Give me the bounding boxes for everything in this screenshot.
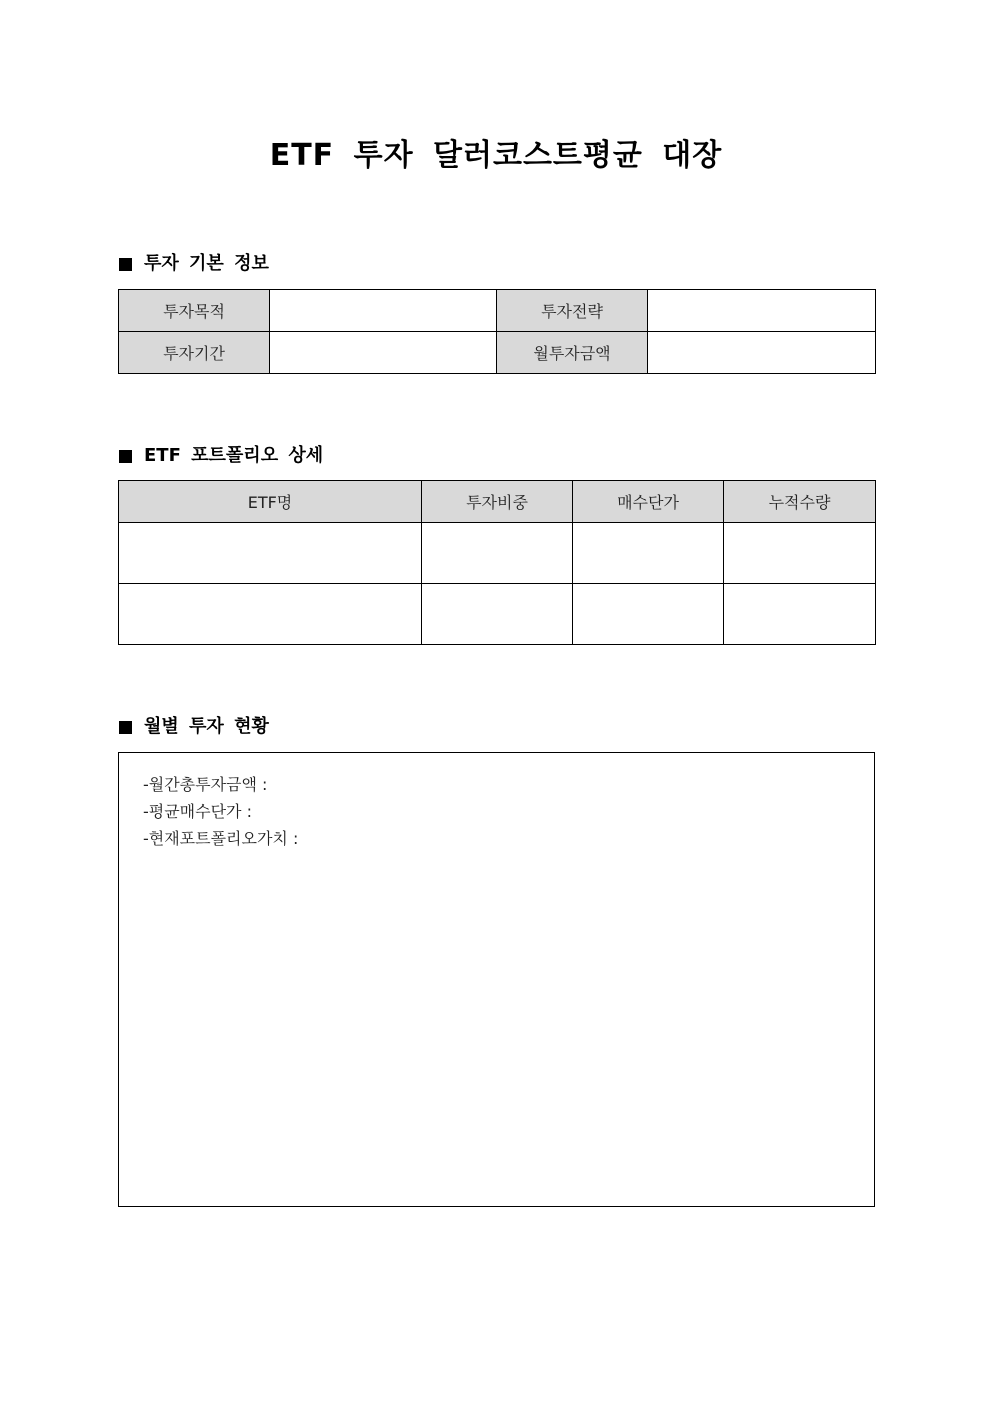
average-price-line: -평균매수단가 :: [143, 802, 252, 821]
table-row: [119, 332, 876, 374]
investment-period-field[interactable]: [270, 332, 497, 374]
table-header-row: [119, 481, 876, 523]
section-heading-monthly-label: 월별 투자 현황: [144, 716, 269, 737]
weight-cell[interactable]: [422, 523, 573, 584]
section-heading-monthly: [119, 715, 269, 739]
section-heading-portfolio: [119, 444, 323, 468]
column-header-purchase-price: 매수단가: [573, 481, 724, 523]
square-bullet-icon: [119, 721, 132, 734]
column-header-cumulative-quantity: 누적수량: [724, 481, 876, 523]
square-bullet-icon: [119, 258, 132, 271]
purchase-price-cell[interactable]: [573, 523, 724, 584]
etf-name-cell[interactable]: [119, 584, 422, 645]
column-header-etf-name: ETF명: [119, 481, 422, 523]
monthly-status-box[interactable]: [118, 752, 875, 1207]
column-header-weight: 투자비중: [422, 481, 573, 523]
monthly-total-line: -월간총투자금액 :: [143, 775, 268, 794]
table-row: [119, 584, 876, 645]
portfolio-value-line: -현재포트폴리오가치 :: [143, 829, 299, 848]
monthly-amount-field[interactable]: [648, 332, 876, 374]
table-row: [119, 290, 876, 332]
etf-name-cell[interactable]: [119, 523, 422, 584]
label-investment-period: 투자기간: [119, 332, 270, 374]
weight-cell[interactable]: [422, 584, 573, 645]
monthly-status-lines: [143, 771, 298, 852]
investment-strategy-field[interactable]: [648, 290, 876, 332]
section-heading-basic: [119, 252, 269, 276]
label-investment-strategy: 투자전략: [497, 290, 648, 332]
section-heading-basic-label: 투자 기본 정보: [144, 253, 269, 274]
label-investment-purpose: 투자목적: [119, 290, 270, 332]
label-monthly-amount: 월투자금액: [497, 332, 648, 374]
section-heading-portfolio-label: ETF 포트폴리오 상세: [144, 445, 324, 466]
investment-purpose-field[interactable]: [270, 290, 497, 332]
purchase-price-cell[interactable]: [573, 584, 724, 645]
cumulative-quantity-cell[interactable]: [724, 584, 876, 645]
page-title: ETF 투자 달러코스트평균 대장: [269, 138, 723, 173]
basic-info-table: [118, 289, 876, 374]
cumulative-quantity-cell[interactable]: [724, 523, 876, 584]
square-bullet-icon: [119, 450, 132, 463]
table-row: [119, 523, 876, 584]
portfolio-table: [118, 480, 876, 645]
